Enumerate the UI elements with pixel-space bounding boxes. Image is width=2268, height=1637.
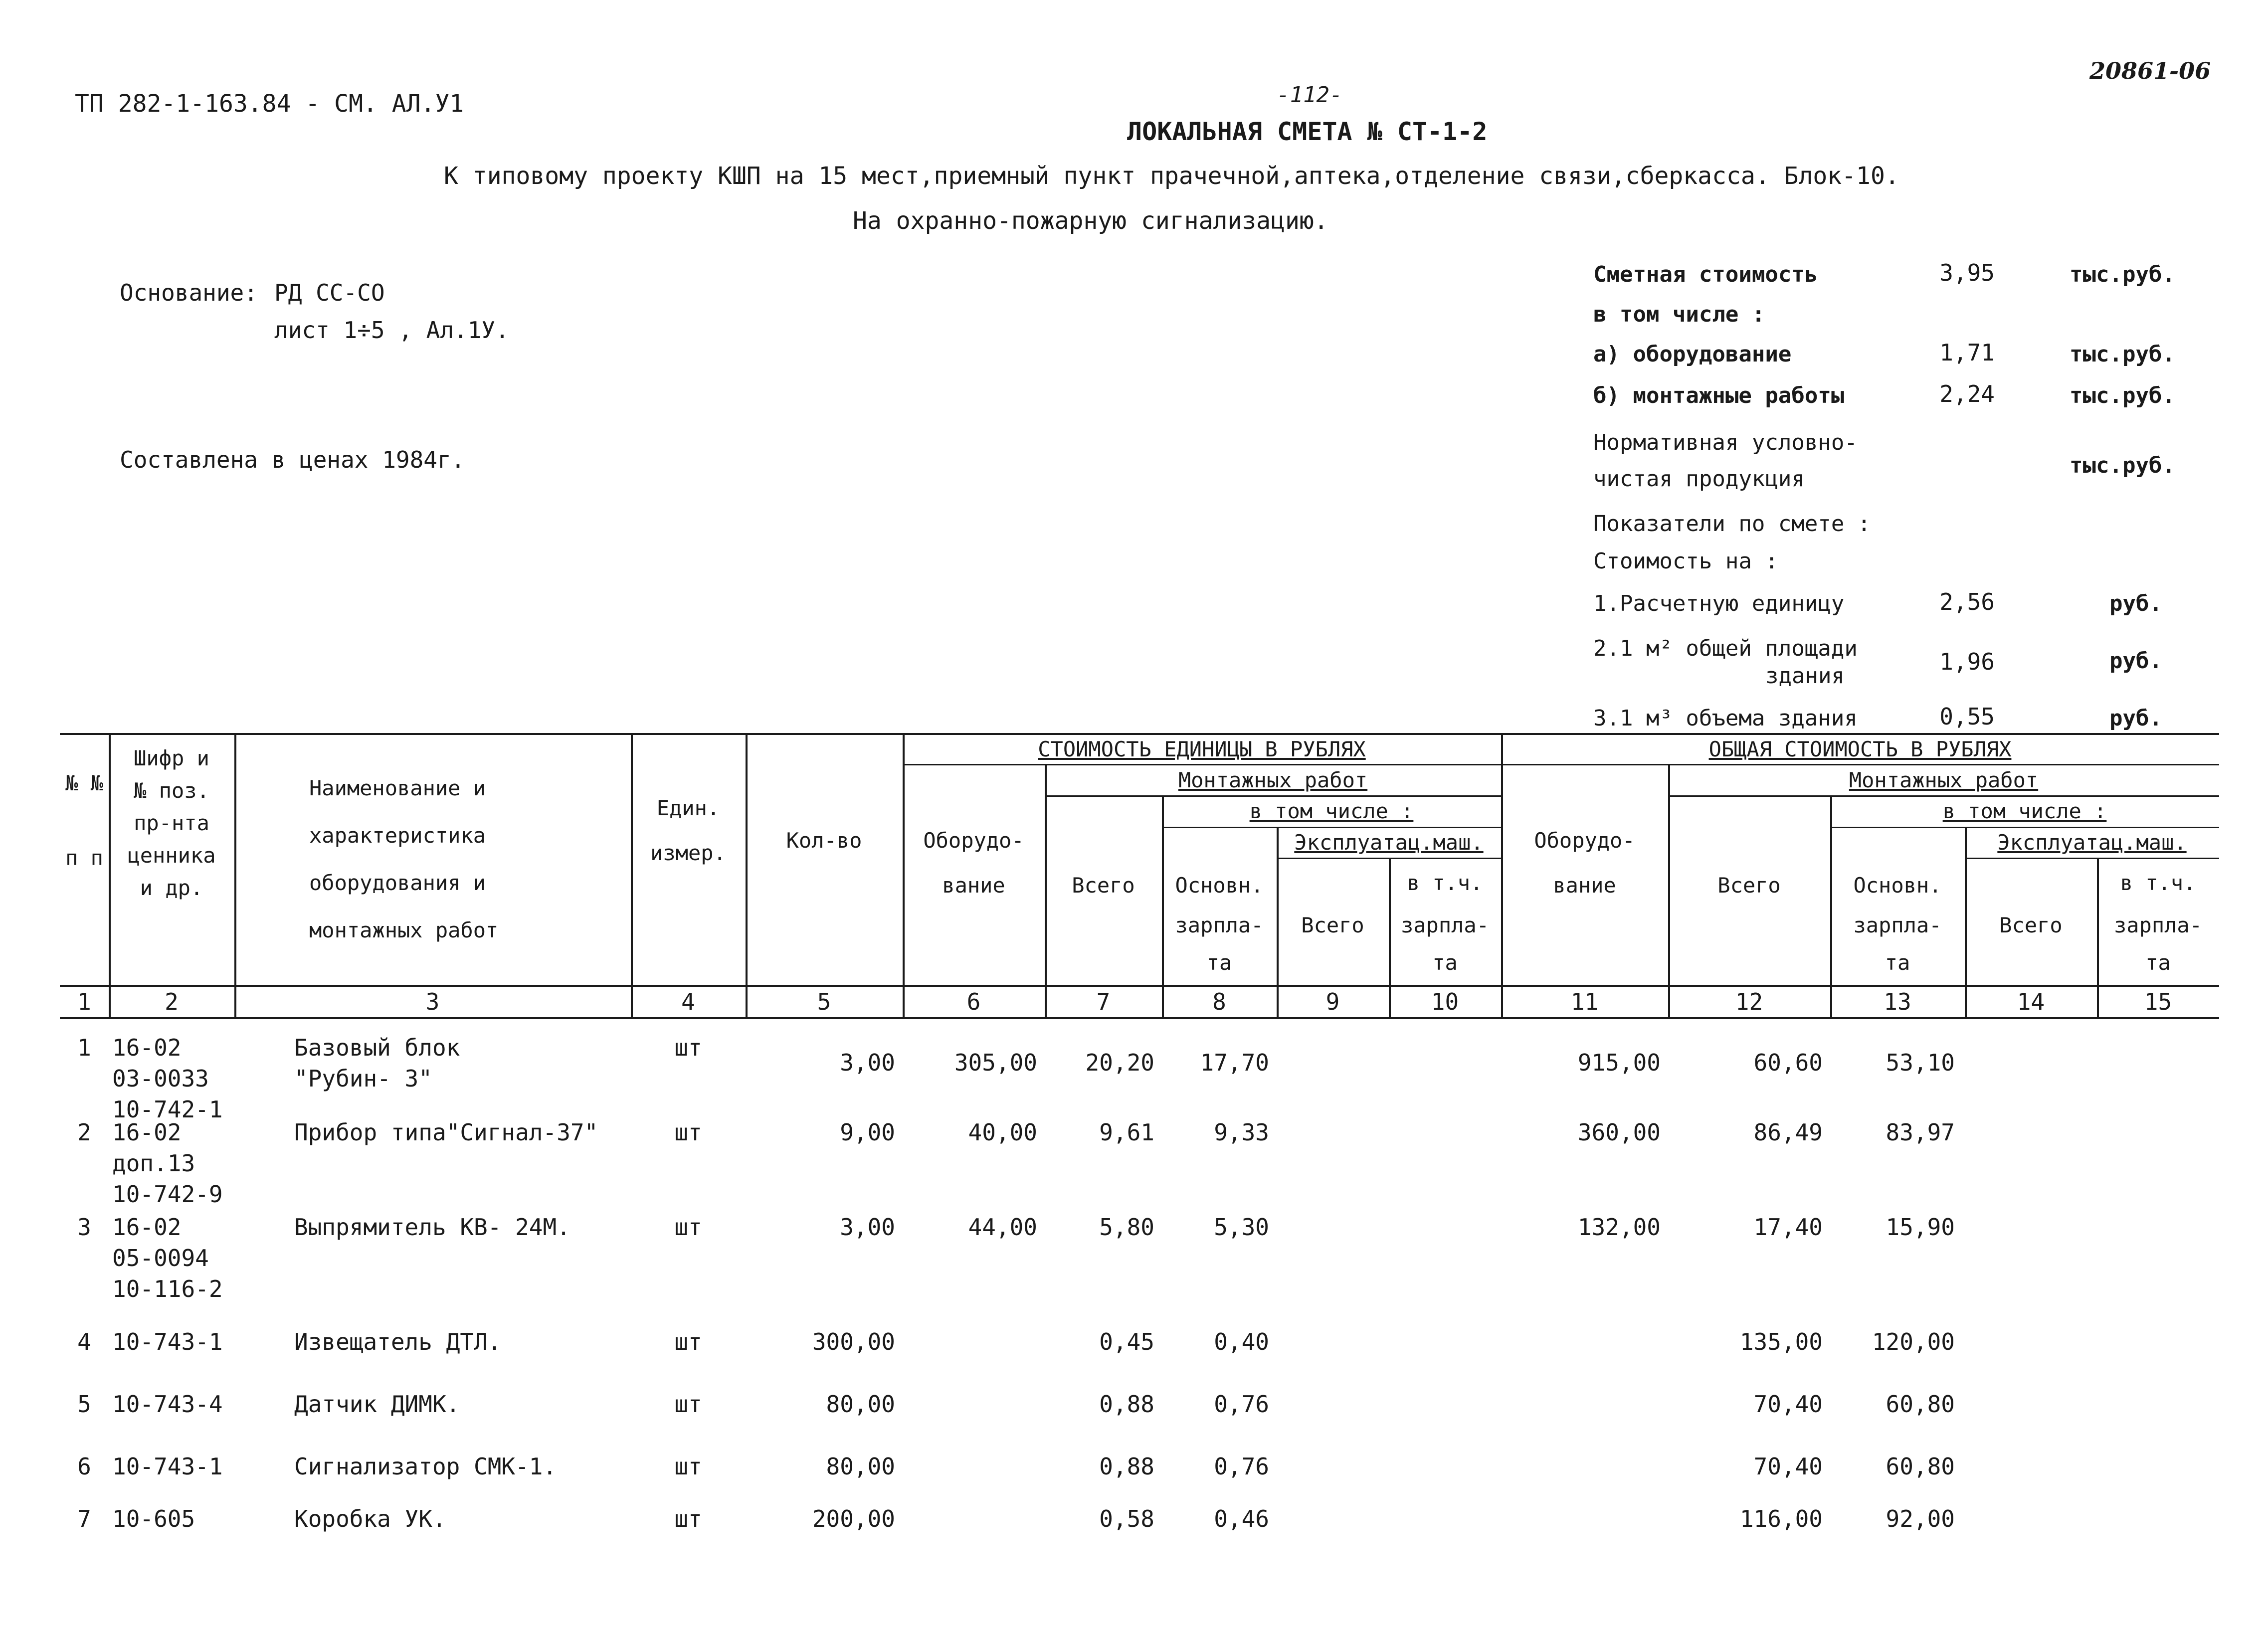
cell-unit: шт <box>674 1391 702 1418</box>
cell-inst-total: 0,58 <box>1099 1505 1154 1532</box>
column-number: 6 <box>966 988 981 1015</box>
header-code-4: ценника <box>127 843 216 868</box>
cell-code: 16-02 <box>112 1119 182 1146</box>
column-number: 8 <box>1212 988 1226 1015</box>
cell-code: 10-743-1 <box>112 1328 223 1355</box>
cell-name: "Рубин- 3" <box>294 1065 432 1092</box>
cell-name: Коробка УК. <box>294 1505 446 1532</box>
cell-t-total: 116,00 <box>1739 1505 1823 1532</box>
cell-code: 10-742-9 <box>112 1181 223 1208</box>
cell-code: 10-743-4 <box>112 1391 223 1418</box>
cell-unit: шт <box>674 1453 702 1480</box>
column-number: 9 <box>1325 988 1340 1015</box>
header-mach-wage-3-total: та <box>2145 950 2171 975</box>
cell-n: 4 <box>77 1328 91 1355</box>
archive-number: 20861-06 <box>2089 57 2211 84</box>
cell-t-total: 86,49 <box>1753 1119 1823 1146</box>
column-number: 13 <box>1884 988 1911 1015</box>
header-base-wage-3: та <box>1206 950 1232 975</box>
cell-n: 7 <box>77 1505 91 1532</box>
cell-inst-total: 9,61 <box>1099 1119 1154 1146</box>
header-mach-total: Всего <box>1301 913 1364 937</box>
header-mach-wage-1-total: в т.ч. <box>2120 871 2196 895</box>
cell-t-wage: 92,00 <box>1886 1505 1955 1532</box>
install-label: б) монтажные работы <box>1593 383 1845 408</box>
col-rule <box>1162 795 1164 1017</box>
estimated-cost-unit: тыс.руб. <box>2070 262 2175 287</box>
cell-code: 10-742-1 <box>112 1096 223 1123</box>
header-code-5: и др. <box>140 876 203 900</box>
cell-wage: 0,76 <box>1214 1453 1269 1480</box>
cell-equip: 40,00 <box>968 1119 1037 1146</box>
cell-t-total: 70,40 <box>1753 1391 1823 1418</box>
indicator-2-value: 1,96 <box>1939 648 1995 675</box>
basis-label: Основание: <box>120 279 258 306</box>
header-install-group: Монтажных работ <box>1178 768 1368 792</box>
header-incl-group: в том числе : <box>1249 799 1414 823</box>
cell-qty: 200,00 <box>812 1505 895 1532</box>
cell-wage: 0,76 <box>1214 1391 1269 1418</box>
cell-name: Выпрямитель КВ- 24М. <box>294 1214 570 1241</box>
header-bottom-rule <box>60 985 2219 987</box>
header-install-group-total: Монтажных работ <box>1849 768 2039 792</box>
equipment-label: а) оборудование <box>1593 342 1792 367</box>
header-base-wage-2-total: зарпла- <box>1853 913 1942 937</box>
cell-qty: 80,00 <box>826 1453 895 1480</box>
cell-t-equip: 132,00 <box>1577 1214 1661 1241</box>
header-mach-wage-2: зарпла- <box>1400 913 1489 937</box>
column-number: 7 <box>1096 988 1111 1015</box>
header-base-wage-3-total: та <box>1885 950 1910 975</box>
normative-unit: тыс.руб. <box>2070 453 2175 478</box>
column-number: 4 <box>681 988 695 1015</box>
cell-t-wage: 120,00 <box>1872 1328 1955 1355</box>
cell-qty: 3,00 <box>840 1214 895 1241</box>
header-unit-1: Един. <box>656 796 720 820</box>
cell-qty: 9,00 <box>840 1119 895 1146</box>
cell-inst-total: 5,80 <box>1099 1214 1154 1241</box>
cell-t-wage: 83,97 <box>1886 1119 1955 1146</box>
header-qty: Кол-во <box>786 828 862 853</box>
cell-name: Сигнализатор СМК-1. <box>294 1453 557 1480</box>
cell-code: 16-02 <box>112 1214 182 1241</box>
cell-unit: шт <box>674 1328 702 1355</box>
cell-inst-total: 0,88 <box>1099 1391 1154 1418</box>
header-name-1: Наименование и <box>309 776 486 800</box>
cell-n: 5 <box>77 1391 91 1418</box>
cell-unit: шт <box>674 1505 702 1532</box>
cell-name: Базовый блок <box>294 1034 460 1061</box>
header-base-wage-1: Основн. <box>1175 873 1264 898</box>
document-subtitle-2: На охранно-пожарную сигнализацию. <box>853 207 1328 235</box>
cell-code: 03-0033 <box>112 1065 209 1092</box>
column-number: 5 <box>817 988 831 1015</box>
column-number: 2 <box>165 988 179 1015</box>
header-machine-group-total: Эксплуатац.маш. <box>1997 830 2187 855</box>
header-equip-1: Оборудо- <box>923 828 1024 853</box>
cell-equip: 305,00 <box>954 1049 1037 1076</box>
header-equip-2: вание <box>942 873 1005 898</box>
normative-label-2: чистая продукция <box>1593 466 1805 492</box>
header-num-1: № № <box>65 771 103 795</box>
indicator-1-unit: руб. <box>2109 591 2162 616</box>
cell-unit: шт <box>674 1119 702 1146</box>
cell-code: 10-116-2 <box>112 1275 223 1302</box>
cost-per-label: Стоимость на : <box>1593 548 1778 574</box>
header-equip-1-total: Оборудо- <box>1534 828 1635 853</box>
cell-t-equip: 360,00 <box>1577 1119 1661 1146</box>
column-number: 10 <box>1431 988 1459 1015</box>
header-total: Всего <box>1072 873 1135 898</box>
cell-code: 10-743-1 <box>112 1453 223 1480</box>
header-name-4: монтажных работ <box>309 918 499 942</box>
cell-wage: 9,33 <box>1214 1119 1269 1146</box>
header-equip-2-total: вание <box>1553 873 1616 898</box>
indicator-1-label: 1.Расчетную единицу <box>1593 591 1845 616</box>
cell-t-wage: 60,80 <box>1886 1391 1955 1418</box>
column-number: 15 <box>2144 988 2172 1015</box>
install-unit: тыс.руб. <box>2070 383 2175 408</box>
cell-name: Датчик ДИМК. <box>294 1391 460 1418</box>
cell-unit: шт <box>674 1214 702 1241</box>
including-label: в том числе : <box>1593 302 1765 327</box>
cell-t-total: 70,40 <box>1753 1453 1823 1480</box>
install-value: 2,24 <box>1939 380 1995 407</box>
cell-code: 05-0094 <box>112 1245 209 1272</box>
cell-t-total: 17,40 <box>1753 1214 1823 1241</box>
estimated-cost-value: 3,95 <box>1939 259 1995 286</box>
estimated-cost-label: Сметная стоимость <box>1593 262 1818 287</box>
cell-wage: 5,30 <box>1214 1214 1269 1241</box>
cell-unit: шт <box>674 1034 702 1061</box>
cell-t-total: 60,60 <box>1753 1049 1823 1076</box>
indicator-2-label-2: здания <box>1765 663 1845 689</box>
cell-n: 1 <box>77 1034 91 1061</box>
col-rule <box>631 733 633 1017</box>
column-number: 14 <box>2017 988 2045 1015</box>
cell-t-wage: 53,10 <box>1886 1049 1955 1076</box>
cell-wage: 17,70 <box>1200 1049 1269 1076</box>
cell-code: доп.13 <box>112 1150 195 1177</box>
column-number: 12 <box>1735 988 1763 1015</box>
equipment-unit: тыс.руб. <box>2070 342 2175 367</box>
header-code-1: Шифр и <box>134 746 209 770</box>
indicator-1-value: 2,56 <box>1939 588 1995 615</box>
cell-inst-total: 20,20 <box>1085 1049 1154 1076</box>
header-name-3: оборудования и <box>309 871 486 895</box>
normative-label-1: Нормативная условно- <box>1593 430 1858 455</box>
indicator-3-value: 0,55 <box>1939 703 1995 730</box>
cell-wage: 0,40 <box>1214 1328 1269 1355</box>
header-incl-group-total: в том числе : <box>1942 799 2107 823</box>
header-base-wage-1-total: Основн. <box>1853 873 1942 898</box>
cell-name: Прибор типа"Сигнал-37" <box>294 1119 598 1146</box>
sheet-reference: лист 1÷5 , Ал.1У. <box>274 317 509 344</box>
header-unit-2: измер. <box>650 841 726 865</box>
header-code-3: пр-нта <box>134 811 209 835</box>
page-number: -112- <box>1277 82 1343 108</box>
cell-code: 16-02 <box>112 1034 182 1061</box>
col-rule <box>746 733 748 1017</box>
cell-n: 2 <box>77 1119 91 1146</box>
header-machine-group: Эксплуатац.маш. <box>1294 830 1484 855</box>
indicators-label: Показатели по смете : <box>1593 511 1871 537</box>
header-mach-wage-1: в т.ч. <box>1407 871 1483 895</box>
estimate-table <box>60 733 2219 1556</box>
indicator-2-label-1: 2.1 м² общей площади <box>1593 636 1858 661</box>
header-mach-wage-2-total: зарпла- <box>2113 913 2202 937</box>
cell-t-wage: 15,90 <box>1886 1214 1955 1241</box>
document-subtitle-1: К типовому проекту КШП на 15 мест,приемный пункт прачечной,аптека,отделение связи,сберкасса. Блок-10. <box>444 162 1899 190</box>
cell-inst-total: 0,45 <box>1099 1328 1154 1355</box>
equipment-value: 1,71 <box>1939 339 1995 366</box>
cell-wage: 0,46 <box>1214 1505 1269 1532</box>
colnum-bottom-rule <box>60 1017 2219 1019</box>
header-name-2: характеристика <box>309 823 486 848</box>
column-number: 3 <box>425 988 440 1015</box>
cell-t-equip: 915,00 <box>1577 1049 1661 1076</box>
indicator-2-unit: руб. <box>2109 648 2162 674</box>
document-title: ЛОКАЛЬНАЯ СМЕТА № СТ-1-2 <box>1127 117 1488 146</box>
header-num-2: п п <box>65 846 103 870</box>
header-unit-cost-group: СТОИМОСТЬ ЕДИНИЦЫ В РУБЛЯХ <box>1038 737 1366 761</box>
cell-inst-total: 0,88 <box>1099 1453 1154 1480</box>
header-total-2: Всего <box>1717 873 1781 898</box>
cell-qty: 3,00 <box>840 1049 895 1076</box>
indicator-3-unit: руб. <box>2109 706 2162 731</box>
col-rule <box>1830 795 1832 1017</box>
price-level: Составлена в ценах 1984г. <box>120 446 465 473</box>
cell-n: 3 <box>77 1214 91 1241</box>
indicator-3-label: 3.1 м³ объема здания <box>1593 706 1858 731</box>
header-mach-total-2: Всего <box>1999 913 2063 937</box>
cell-n: 6 <box>77 1453 91 1480</box>
header-mach-wage-3: та <box>1432 950 1458 975</box>
basis-value: РД СС-СО <box>274 279 385 306</box>
document-code: ТП 282-1-163.84 - СМ. АЛ.У1 <box>75 90 464 118</box>
cell-t-wage: 60,80 <box>1886 1453 1955 1480</box>
cell-code: 10-605 <box>112 1505 195 1532</box>
cell-equip: 44,00 <box>968 1214 1037 1241</box>
column-number: 1 <box>77 988 91 1015</box>
cell-name: Извещатель ДТЛ. <box>294 1328 502 1355</box>
cell-qty: 80,00 <box>826 1391 895 1418</box>
col-rule <box>234 733 236 1017</box>
column-number: 11 <box>1570 988 1599 1015</box>
header-base-wage-2: зарпла- <box>1175 913 1264 937</box>
header-total-cost-group: ОБЩАЯ СТОИМОСТЬ В РУБЛЯХ <box>1708 737 2012 761</box>
header-code-2: № поз. <box>134 778 209 803</box>
cell-t-total: 135,00 <box>1739 1328 1823 1355</box>
cell-qty: 300,00 <box>812 1328 895 1355</box>
